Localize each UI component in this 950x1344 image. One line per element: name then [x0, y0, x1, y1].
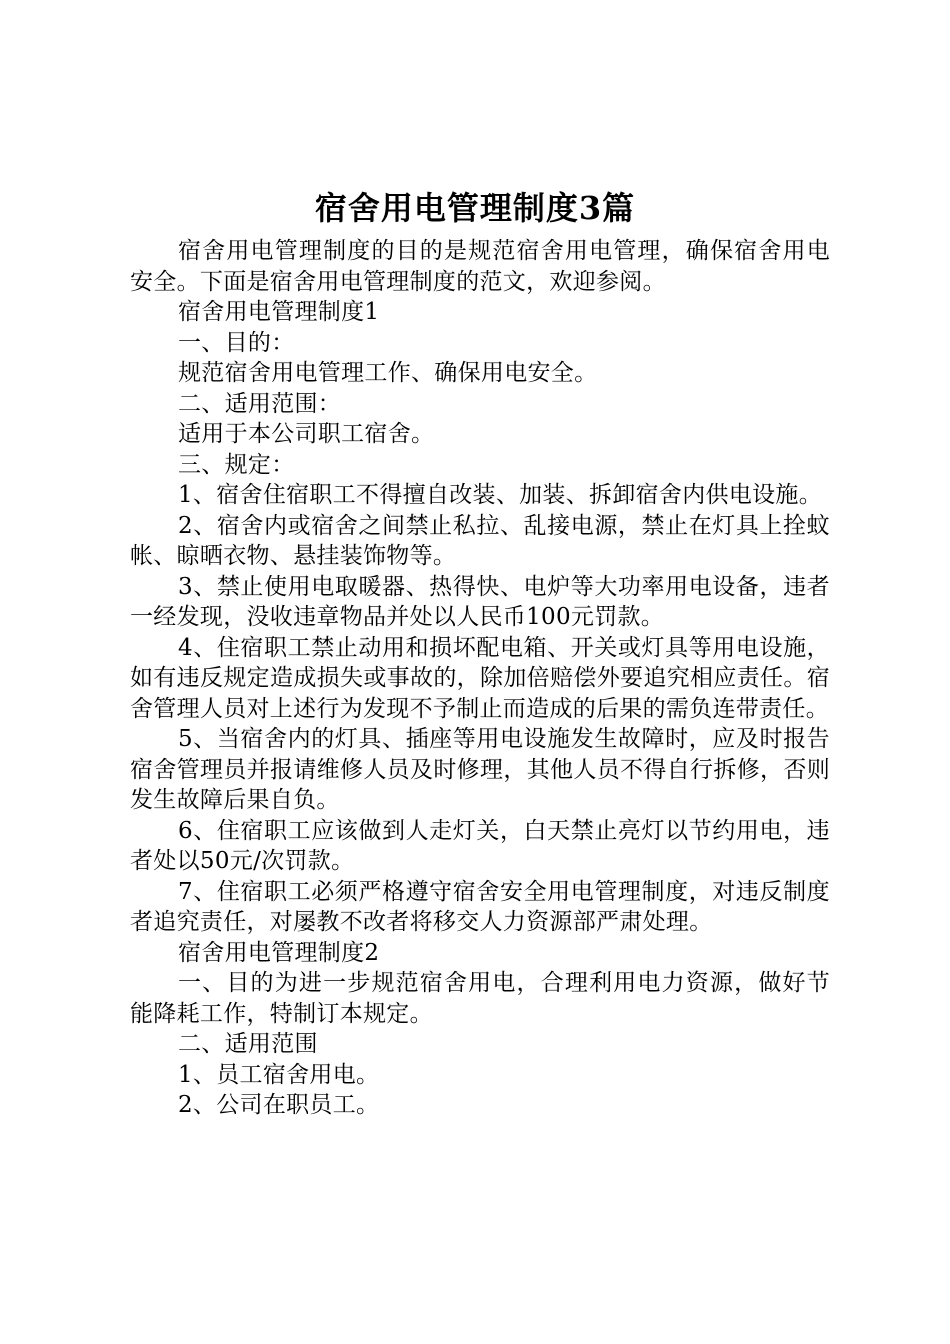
purpose-text: 规范宿舍用电管理工作、确保用电安全。 [178, 360, 598, 386]
document-title: 宿舍用电管理制度3篇 [314, 189, 636, 227]
section-heading-2: 宿舍用电管理制度2 [178, 939, 380, 966]
intro-paragraph: 宿舍用电管理制度的目的是规范宿舍用电管理，确保宿舍用电安全。下面是宿舍用电管理制度的范文，欢迎参阅。 [130, 238, 830, 295]
rule-item: 5、当宿舍内的灯具、插座等用电设施发生故障时，应及时报告宿舍管理员并报请维修人员及时修理，其他人员不得自行拆修，否则发生故障后果自负。 [130, 726, 830, 813]
scope-item: 2、公司在职员工。 [178, 1092, 380, 1118]
rule-item: 1、宿舍住宿职工不得擅自改装、加装、拆卸宿舍内供电设施。 [178, 482, 823, 508]
purpose-text: 一、目的为进一步规范宿舍用电，合理利用电力资源，做好节能降耗工作，特制订本规定。 [130, 970, 830, 1027]
subheading-purpose: 一、目的： [178, 329, 295, 356]
document-body [130, 236, 830, 1121]
scope-text: 适用于本公司职工宿舍。 [178, 421, 435, 447]
rule-item: 4、住宿职工禁止动用和损坏配电箱、开关或灯具等用电设施，如有违反规定造成损失或事故的，除加倍赔偿外要追究相应责任。宿舍管理人员对上述行为发现不予制止而造成的后果的需负连带责任。 [130, 634, 830, 722]
subheading-scope: 二、适用范围 [178, 1031, 318, 1057]
scope-item: 1、员工宿舍用电。 [178, 1061, 380, 1088]
rule-item: 2、宿舍内或宿舍之间禁止私拉、乱接电源，禁止在灯具上拴蚊帐、晾晒衣物、悬挂装饰物等。 [130, 512, 830, 569]
section-heading-1: 宿舍用电管理制度1 [178, 299, 380, 325]
rule-item: 6、住宿职工应该做到人走灯关，白天禁止亮灯以节约用电，违者处以50元/次罚款。 [130, 817, 830, 874]
rule-item: 7、住宿职工必须严格遵守宿舍安全用电管理制度，对违反制度者追究责任，对屡教不改者将移交人力资源部严肃处理。 [130, 878, 830, 935]
rule-item: 3、禁止使用电取暖器、热得快、电炉等大功率用电设备，违者一经发现，没收违章物品并处以人民币100元罚款。 [130, 573, 830, 630]
subheading-rules: 三、规定： [178, 451, 295, 478]
subheading-scope: 二、适用范围： [178, 390, 342, 417]
